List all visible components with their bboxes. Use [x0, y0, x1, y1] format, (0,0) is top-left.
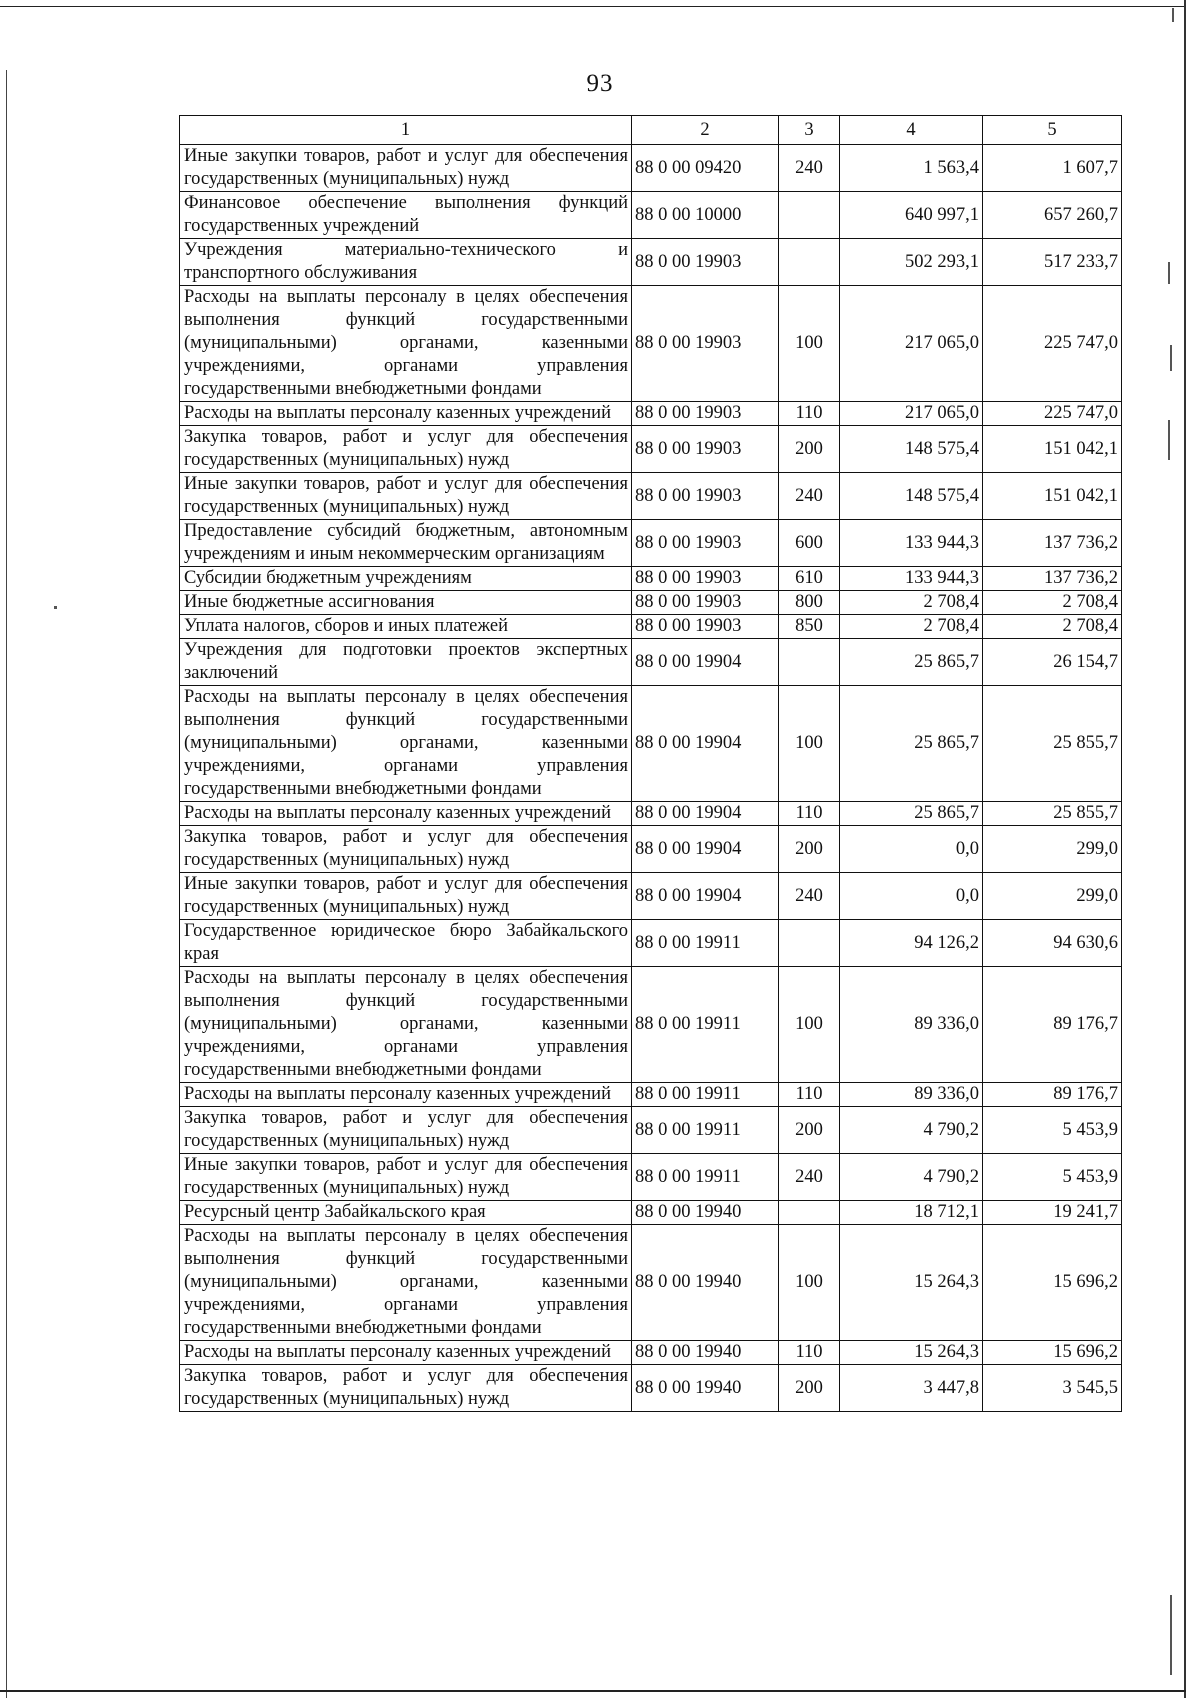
row-type-cell: 100	[779, 967, 840, 1083]
row-value-col4-cell: 89 336,0	[840, 1083, 983, 1107]
row-value-col4-cell: 133 944,3	[840, 567, 983, 591]
row-name-cell: Предоставление субсидий бюджетным, автономным учреждениям и иным некоммерческим организациям	[180, 520, 632, 567]
row-value-col4-cell: 2 708,4	[840, 591, 983, 615]
table-row	[180, 1154, 1122, 1201]
header-cell-5: 5	[983, 116, 1122, 145]
row-value-col5-cell: 137 736,2	[983, 520, 1122, 567]
row-name-cell: Субсидии бюджетным учреждениям	[180, 567, 632, 591]
table-row	[180, 591, 1122, 615]
row-name-cell: Иные закупки товаров, работ и услуг для обеспечения государственных (муниципальных) нужд	[180, 1154, 632, 1201]
table-row	[180, 639, 1122, 686]
table-row	[180, 920, 1122, 967]
budget-table	[179, 115, 1122, 1412]
row-name-cell: Расходы на выплаты персоналу казенных учреждений	[180, 802, 632, 826]
row-code-cell: 88 0 00 09420	[632, 145, 779, 192]
row-type-cell: 200	[779, 1365, 840, 1412]
row-value-col4-cell: 148 575,4	[840, 473, 983, 520]
row-code-cell: 88 0 00 19911	[632, 1107, 779, 1154]
scan-frame-bottom	[0, 1690, 1186, 1692]
row-type-cell: 610	[779, 567, 840, 591]
row-value-col5-cell: 26 154,7	[983, 639, 1122, 686]
table-row	[180, 192, 1122, 239]
row-value-col5-cell: 137 736,2	[983, 567, 1122, 591]
scan-frame-right	[1184, 0, 1186, 1698]
row-code-cell: 88 0 00 19940	[632, 1365, 779, 1412]
row-value-col5-cell: 5 453,9	[983, 1154, 1122, 1201]
row-name-cell: Расходы на выплаты персоналу в целях обеспечения выполнения функций государственными (муниципальными) органами, казенными учреждениями, органами управления государственными внебюджетными фондами	[180, 1225, 632, 1341]
table-row	[180, 967, 1122, 1083]
row-code-cell: 88 0 00 19904	[632, 873, 779, 920]
row-code-cell: 88 0 00 19911	[632, 967, 779, 1083]
row-name-cell: Закупка товаров, работ и услуг для обеспечения государственных (муниципальных) нужд	[180, 826, 632, 873]
row-code-cell: 88 0 00 19904	[632, 686, 779, 802]
row-code-cell: 88 0 00 10000	[632, 192, 779, 239]
header-cell-3: 3	[779, 116, 840, 145]
row-value-col4-cell: 0,0	[840, 826, 983, 873]
row-value-col5-cell: 151 042,1	[983, 426, 1122, 473]
row-value-col4-cell: 89 336,0	[840, 967, 983, 1083]
scan-frame-top	[0, 0, 1184, 7]
row-value-col4-cell: 133 944,3	[840, 520, 983, 567]
row-code-cell: 88 0 00 19911	[632, 920, 779, 967]
table-row	[180, 686, 1122, 802]
row-value-col4-cell: 94 126,2	[840, 920, 983, 967]
header-cell-2: 2	[632, 116, 779, 145]
row-name-cell: Иные закупки товаров, работ и услуг для обеспечения государственных (муниципальных) нужд	[180, 145, 632, 192]
row-value-col5-cell: 94 630,6	[983, 920, 1122, 967]
row-value-col4-cell: 4 790,2	[840, 1107, 983, 1154]
row-type-cell: 100	[779, 1225, 840, 1341]
row-code-cell: 88 0 00 19940	[632, 1341, 779, 1365]
row-type-cell	[779, 1201, 840, 1225]
row-type-cell: 200	[779, 826, 840, 873]
row-code-cell: 88 0 00 19904	[632, 639, 779, 686]
row-name-cell: Расходы на выплаты персоналу в целях обеспечения выполнения функций государственными (муниципальными) органами, казенными учреждениями, органами управления государственными внебюджетными фондами	[180, 686, 632, 802]
row-code-cell: 88 0 00 19940	[632, 1201, 779, 1225]
row-value-col4-cell: 0,0	[840, 873, 983, 920]
table-row	[180, 802, 1122, 826]
row-value-col4-cell: 502 293,1	[840, 239, 983, 286]
row-value-col5-cell: 25 855,7	[983, 686, 1122, 802]
table-row	[180, 615, 1122, 639]
row-value-col5-cell: 517 233,7	[983, 239, 1122, 286]
table-row	[180, 826, 1122, 873]
row-value-col4-cell: 2 708,4	[840, 615, 983, 639]
row-value-col4-cell: 15 264,3	[840, 1225, 983, 1341]
scan-speck	[1170, 1595, 1172, 1675]
table-row	[180, 1201, 1122, 1225]
row-code-cell: 88 0 00 19911	[632, 1154, 779, 1201]
row-code-cell: 88 0 00 19903	[632, 567, 779, 591]
row-type-cell	[779, 192, 840, 239]
row-code-cell: 88 0 00 19903	[632, 615, 779, 639]
row-code-cell: 88 0 00 19903	[632, 591, 779, 615]
row-name-cell: Расходы на выплаты персоналу казенных учреждений	[180, 402, 632, 426]
row-name-cell: Государственное юридическое бюро Забайкальского края	[180, 920, 632, 967]
row-value-col5-cell: 5 453,9	[983, 1107, 1122, 1154]
table-row	[180, 286, 1122, 402]
row-type-cell: 240	[779, 473, 840, 520]
row-value-col4-cell: 640 997,1	[840, 192, 983, 239]
row-name-cell: Иные закупки товаров, работ и услуг для обеспечения государственных (муниципальных) нужд	[180, 473, 632, 520]
row-name-cell: Закупка товаров, работ и услуг для обеспечения государственных (муниципальных) нужд	[180, 1107, 632, 1154]
row-type-cell: 200	[779, 426, 840, 473]
row-value-col5-cell: 2 708,4	[983, 615, 1122, 639]
row-value-col5-cell: 225 747,0	[983, 402, 1122, 426]
row-type-cell	[779, 239, 840, 286]
row-name-cell: Уплата налогов, сборов и иных платежей	[180, 615, 632, 639]
row-value-col4-cell: 18 712,1	[840, 1201, 983, 1225]
row-code-cell: 88 0 00 19904	[632, 802, 779, 826]
row-type-cell: 240	[779, 873, 840, 920]
row-value-col5-cell: 89 176,7	[983, 967, 1122, 1083]
scan-frame-left	[6, 70, 7, 1698]
table-header-row	[180, 116, 1122, 145]
table-row	[180, 1107, 1122, 1154]
row-name-cell: Расходы на выплаты персоналу в целях обеспечения выполнения функций государственными (муниципальными) органами, казенными учреждениями, органами управления государственными внебюджетными фондами	[180, 967, 632, 1083]
row-name-cell: Ресурсный центр Забайкальского края	[180, 1201, 632, 1225]
header-cell-1: 1	[180, 116, 632, 145]
table-row	[180, 473, 1122, 520]
row-value-col4-cell: 25 865,7	[840, 802, 983, 826]
row-type-cell: 200	[779, 1107, 840, 1154]
row-type-cell: 110	[779, 1083, 840, 1107]
row-name-cell: Расходы на выплаты персоналу казенных учреждений	[180, 1083, 632, 1107]
table-row	[180, 1341, 1122, 1365]
scan-speck	[54, 606, 57, 609]
row-type-cell	[779, 639, 840, 686]
row-name-cell: Финансовое обеспечение выполнения функций государственных учреждений	[180, 192, 632, 239]
row-name-cell: Иные закупки товаров, работ и услуг для обеспечения государственных (муниципальных) нужд	[180, 873, 632, 920]
table-row	[180, 567, 1122, 591]
row-type-cell: 600	[779, 520, 840, 567]
row-name-cell: Закупка товаров, работ и услуг для обеспечения государственных (муниципальных) нужд	[180, 1365, 632, 1412]
table-row	[180, 402, 1122, 426]
row-type-cell: 110	[779, 402, 840, 426]
row-code-cell: 88 0 00 19903	[632, 426, 779, 473]
row-value-col4-cell: 15 264,3	[840, 1341, 983, 1365]
table-row	[180, 1225, 1122, 1341]
row-code-cell: 88 0 00 19904	[632, 826, 779, 873]
table-row	[180, 873, 1122, 920]
row-value-col4-cell: 217 065,0	[840, 286, 983, 402]
row-name-cell: Учреждения материально-технического и транспортного обслуживания	[180, 239, 632, 286]
row-value-col4-cell: 25 865,7	[840, 639, 983, 686]
row-value-col4-cell: 3 447,8	[840, 1365, 983, 1412]
row-value-col4-cell: 1 563,4	[840, 145, 983, 192]
row-value-col5-cell: 151 042,1	[983, 473, 1122, 520]
row-value-col5-cell: 657 260,7	[983, 192, 1122, 239]
row-value-col5-cell: 2 708,4	[983, 591, 1122, 615]
row-type-cell: 110	[779, 802, 840, 826]
row-value-col5-cell: 299,0	[983, 826, 1122, 873]
row-value-col5-cell: 15 696,2	[983, 1225, 1122, 1341]
row-value-col5-cell: 25 855,7	[983, 802, 1122, 826]
table-row	[180, 239, 1122, 286]
row-code-cell: 88 0 00 19903	[632, 473, 779, 520]
row-code-cell: 88 0 00 19940	[632, 1225, 779, 1341]
row-value-col5-cell: 1 607,7	[983, 145, 1122, 192]
table-row	[180, 426, 1122, 473]
row-value-col5-cell: 3 545,5	[983, 1365, 1122, 1412]
row-code-cell: 88 0 00 19903	[632, 239, 779, 286]
scan-speck	[1170, 345, 1172, 371]
row-value-col5-cell: 15 696,2	[983, 1341, 1122, 1365]
row-value-col4-cell: 148 575,4	[840, 426, 983, 473]
row-value-col4-cell: 217 065,0	[840, 402, 983, 426]
row-type-cell: 110	[779, 1341, 840, 1365]
row-name-cell: Закупка товаров, работ и услуг для обеспечения государственных (муниципальных) нужд	[180, 426, 632, 473]
row-name-cell: Расходы на выплаты персоналу казенных учреждений	[180, 1341, 632, 1365]
header-cell-4: 4	[840, 116, 983, 145]
row-code-cell: 88 0 00 19903	[632, 286, 779, 402]
row-value-col5-cell: 89 176,7	[983, 1083, 1122, 1107]
row-type-cell: 100	[779, 286, 840, 402]
row-type-cell: 800	[779, 591, 840, 615]
row-value-col5-cell: 19 241,7	[983, 1201, 1122, 1225]
row-name-cell: Иные бюджетные ассигнования	[180, 591, 632, 615]
scan-speck	[1168, 262, 1170, 284]
row-value-col5-cell: 225 747,0	[983, 286, 1122, 402]
table-row	[180, 1083, 1122, 1107]
row-value-col4-cell: 4 790,2	[840, 1154, 983, 1201]
row-type-cell	[779, 920, 840, 967]
row-type-cell: 100	[779, 686, 840, 802]
table-body	[180, 145, 1122, 1412]
table-row	[180, 145, 1122, 192]
row-code-cell: 88 0 00 19911	[632, 1083, 779, 1107]
table-row	[180, 520, 1122, 567]
page-number: 93	[586, 70, 614, 97]
row-code-cell: 88 0 00 19903	[632, 520, 779, 567]
row-value-col5-cell: 299,0	[983, 873, 1122, 920]
row-code-cell: 88 0 00 19903	[632, 402, 779, 426]
row-name-cell: Расходы на выплаты персоналу в целях обеспечения выполнения функций государственными (муниципальными) органами, казенными учреждениями, органами управления государственными внебюджетными фондами	[180, 286, 632, 402]
table-row	[180, 1365, 1122, 1412]
row-name-cell: Учреждения для подготовки проектов экспертных заключений	[180, 639, 632, 686]
scan-speck	[1168, 420, 1170, 460]
row-value-col4-cell: 25 865,7	[840, 686, 983, 802]
row-type-cell: 240	[779, 1154, 840, 1201]
row-type-cell: 240	[779, 145, 840, 192]
row-type-cell: 850	[779, 615, 840, 639]
scan-speck	[1172, 8, 1174, 22]
